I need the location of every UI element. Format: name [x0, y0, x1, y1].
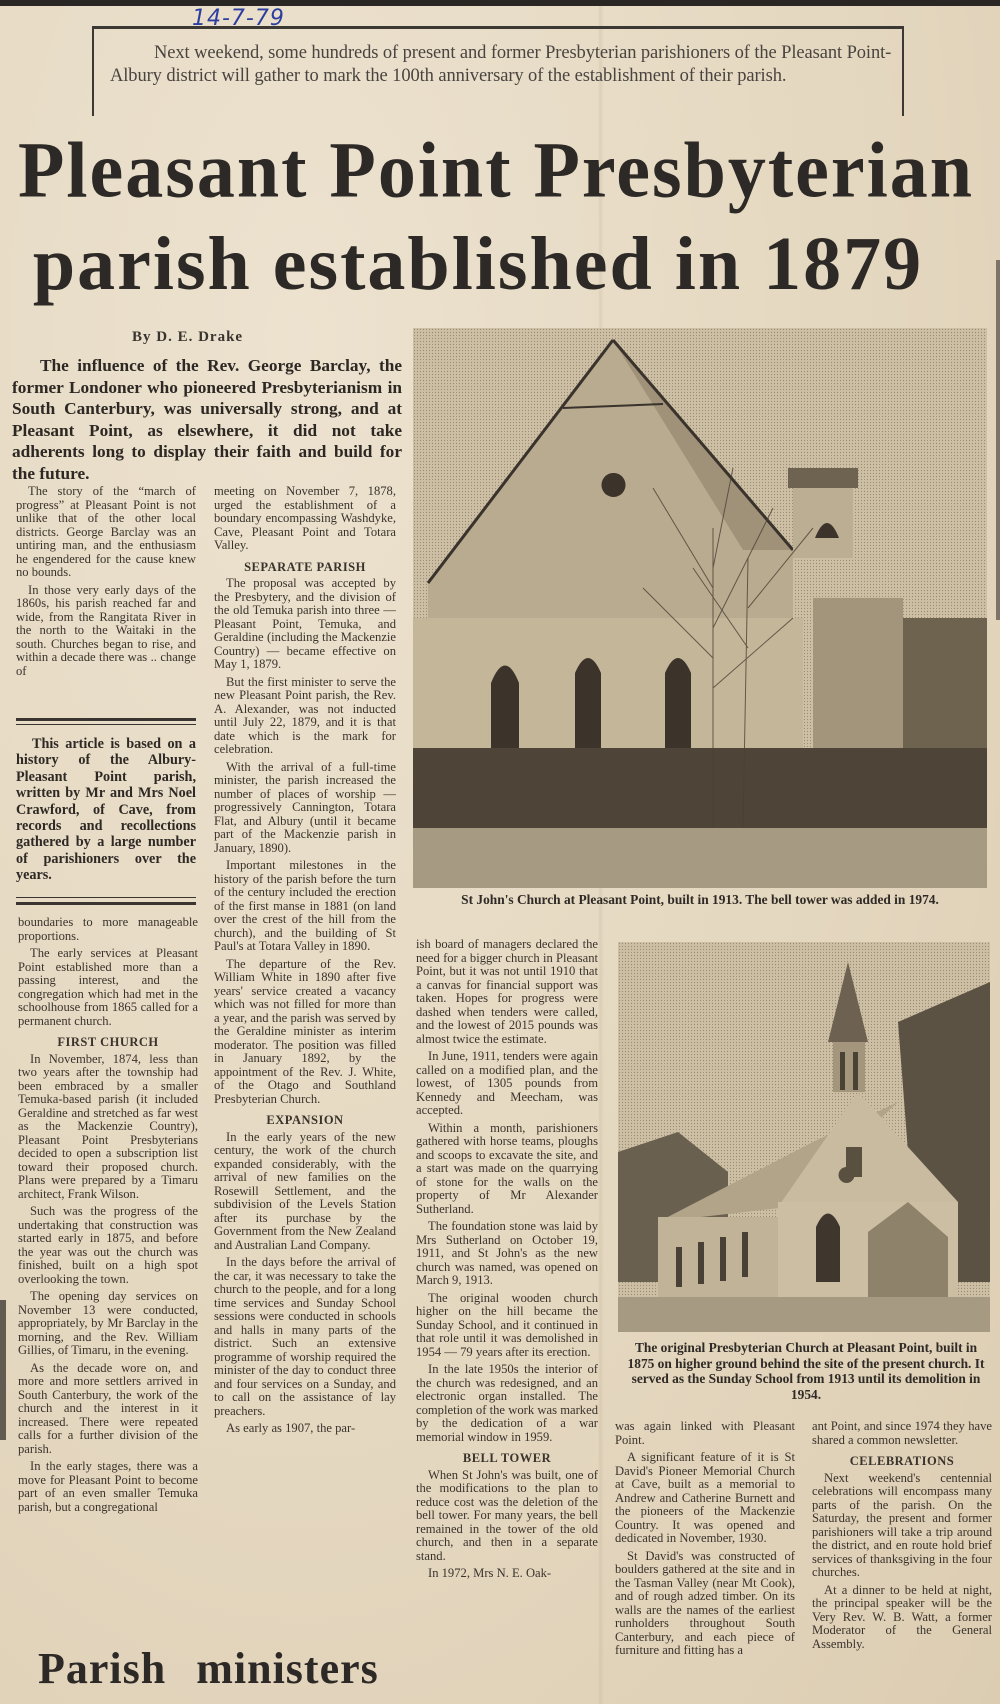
paragraph: As early as 1907, the par- — [226, 1421, 356, 1435]
headline-line-1: Pleasant Point Presbyterian — [17, 125, 975, 215]
caption-st-johns: St John's Church at Pleasant Point, built in 1913. The bell tower was added in 1974. — [461, 892, 939, 907]
paragraph: As the decade wore on, and more and more settlers arrived in South Canterbury, the work of the church and the interest in it increased. There were repeated calls for a further division of the parish. — [18, 1360, 198, 1456]
subhead-expansion: EXPANSION — [266, 1113, 344, 1127]
paragraph: In the early stages, there was a move for Pleasant Point to become part of an even smaller Temuka parish, but a congregational — [18, 1459, 198, 1514]
paragraph: The departure of the Rev. William White in 1890 after five years' service created a vacancy which was not filled for more than a year, and the parish was served by the Geraldine minister as interim moderator. The position was filled in January 1892, by the appointment of the Rev. J. White, of the Otago and Southland Presbyterian Church. — [214, 956, 396, 1106]
paragraph: was again linked with Pleasant Point. — [615, 1419, 795, 1447]
paragraph: In those very early days of the 1860s, his parish reached far and wide, from the Rangitata River in the north to the Waitaki in the south. Churches began to rise, and within a decade there was .. change of — [16, 582, 196, 678]
paragraph: But the first minister to serve the new Pleasant Point parish, the Rev. A. Alexander, was not inducted until July 22, 1879, and it is that date which is the mark for celebration. — [214, 674, 396, 756]
subhead-celebrations: CELEBRATIONS — [849, 1454, 955, 1468]
paragraph: The story of the “march of progress” at Pleasant Point is not unlike that of the other local districts. George Barclay was an untiring man, and the enthusiasm he engendered for the cause knew no bounds. — [16, 484, 196, 579]
source-note-box — [16, 736, 196, 884]
paragraph: At a dinner to be held at night, the principal speaker will be the Very Rev. W. B. Watt, a former Moderator of the General Assembly. — [812, 1582, 992, 1651]
scan-right-edge — [996, 260, 1000, 620]
intro-paragraph: Next weekend, some hundreds of present and former Presbyterian parishioners of the Pleasant Point-Albury district will gather to mark the 100th anniversary of the establishment of their parish. — [110, 43, 892, 86]
divider — [16, 902, 196, 905]
divider — [16, 724, 196, 725]
paragraph: Next weekend's centennial celebrations will encompass many parts of the parish. On the Saturday, the present and former parishioners will take a trip around the district, and en route hold brief services of thanksgiving in the four churches. — [812, 1470, 992, 1579]
divider — [16, 718, 196, 721]
subhead-parish-ministers: Parish ministers — [38, 1644, 379, 1693]
lede-paragraph: The influence of the Rev. George Barclay, the former Londoner who pioneered Presbyterianism in South Canterbury, was universally strong, and at Pleasant Point, as elsewhere, it did not take adherents long to display their faith and build for the future. — [12, 356, 402, 483]
column-5 — [812, 1420, 992, 1655]
paragraph: The foundation stone was laid by Mrs Sutherland on October 19, 1911, and St John's as the new church was named, was opened on March 9, 1913. — [416, 1219, 598, 1287]
handwritten-date: 14-7-79 — [192, 6, 285, 31]
paragraph: In the days before the arrival of the car, it was necessary to take the church to the people, and for a long time services and Sunday School sessions were conducted in schools and halls in many parts of the district. Such an extensive programme of worship required the minister of the day to conduct three and four services on a Sunday, and to call on the assistance of lay preachers. — [214, 1255, 396, 1418]
paragraph: ant Point, and since 1974 they have shared a common newsletter. — [812, 1419, 992, 1447]
subhead-bell-tower: BELL TOWER — [462, 1451, 552, 1465]
paragraph: In 1972, Mrs N. E. Oak- — [428, 1566, 552, 1580]
paragraph: ish board of managers declared the need for a bigger church in Pleasant Point, but it was not until 1910 that a canvas for financial support was taken. Hopes for progress were dashed when tenders were called, and the lowest of 2015 pounds was almost twice the estimate. — [416, 937, 598, 1046]
paragraph: St David's was constructed of boulders gathered at the site and in the Tasman Valley (near Mt Cook), and of rough adzed timber. On its walls are the names of the earliest runholders throughout South Canterbury, and each piece of furniture and fitting has a — [615, 1548, 795, 1657]
scan-top-edge — [0, 0, 1000, 6]
subhead-first-church: FIRST CHURCH — [57, 1035, 159, 1049]
church-photo-illustration — [413, 328, 987, 888]
wooden-church-illustration — [618, 942, 990, 1332]
byline: By D. E. Drake — [132, 329, 244, 345]
scan-left-edge — [0, 1300, 6, 1440]
photo-original-church — [618, 942, 990, 1332]
paragraph: meeting on November 7, 1878, urged the establishment of a boundary encompassing Washdyke, Cave, Pleasant Point and Totara Valley. — [214, 484, 396, 552]
paragraph: In November, 1874, less than two years after the township had been embraced by a smaller Temuka-based parish (it included Geraldine and stretched as far west as the Mackenzie Country), Pleasant Point Presbyterians decided to open a subscription list toward their proposed church. Plans were prepared by a Timaru architect, Frank Wilson. — [18, 1051, 198, 1201]
paragraph: The proposal was accepted by the Presbytery, and the division of the old Temuka parish into three — Pleasant Point, Temuka, and Geraldine (including the Mackenzie Country) — became effective on May 1, 1879. — [214, 576, 396, 671]
paragraph: The original wooden church higher on the hill became the Sunday School, and it continued in that role until it was demolished in 1954 — 79 years after its erection. — [416, 1290, 598, 1359]
headline-line-2: parish established in 1879 — [32, 222, 924, 306]
column-3 — [416, 938, 598, 1585]
photo-st-johns-church — [413, 328, 987, 888]
paragraph: Important milestones in the history of the parish before the turn of the century included the erection of the first manse in 1881 (on land over the crest of the hill from the church), and the building of St Paul's at Totara Valley in 1890. — [214, 858, 396, 953]
column-1-bottom — [18, 916, 198, 1518]
column-4 — [615, 1420, 795, 1662]
divider — [16, 897, 196, 898]
paragraph: A significant feature of it is St David's Pioneer Memorial Church at Cave, built as a memorial to Andrew and Catherine Burnett and the pioneers of the Mackenzie Country. It was opened and dedicated in November, 1930. — [615, 1450, 795, 1545]
paragraph: In the early years of the new century, the work of the church expanded considerably, with the arrival of new families on the Rosewill Settlement, and the subdivision of the Levels Station after its purchase by the Government from the New Zealand and Australian Land Company. — [214, 1129, 396, 1252]
paragraph: In June, 1911, tenders were again called on a modified plan, and the lowest, of 1305 pounds from Kennedy and Meecham, was accepted. — [416, 1049, 598, 1117]
paragraph: Within a month, parishioners gathered with horse teams, ploughs and scoops to excavate the site, and a start was made on the quarrying of stone for the walls on the property of Mr Alexander Sutherland. — [416, 1120, 598, 1216]
source-note-text: This article is based on a history of the Albury-Pleasant Point parish, written by Mr and Mrs Noel Crawford, of Cave, from records and recollections gathered by a large number of parishioners over the years. — [16, 736, 196, 884]
paragraph: boundaries to more manageable proportions. — [18, 915, 198, 943]
paragraph: The early services at Pleasant Point established more than a passing interest, and the congregation which had met in the schoolhouse from 1865 called for a permanent church. — [18, 946, 198, 1028]
caption-original-church: The original Presbyterian Church at Pleasant Point, built in 1875 on higher ground behind the site of the present church. It served as the Sunday School from 1913 until its demolition in 1954. — [627, 1340, 985, 1402]
subhead-separate-parish: SEPARATE PARISH — [244, 559, 366, 574]
paragraph: With the arrival of a full-time minister, the parish increased the number of places of worship — progressively Cannington, Totara Flat, and Albury (until it became part of the Mackenzie parish in January, 1890). — [214, 759, 396, 855]
paragraph: Such was the progress of the undertaking that construction was started early in 1875, and before the year was out the church was finished, built on a high spot overlooking the town. — [18, 1204, 198, 1286]
column-1-top — [16, 485, 196, 682]
column-2 — [214, 485, 396, 1440]
paragraph: The opening day services on November 13 were conducted, appropriately, by Mr Barclay in the morning, and the Rev. William Gillies, of Timaru, in the evening. — [18, 1289, 198, 1357]
paragraph: In the late 1950s the interior of the church was redesigned, and an electronic organ installed. The completion of the work was marked by the dedication of a war memorial window in 1959. — [416, 1362, 598, 1444]
paragraph: When St John's was built, one of the modifications to the plan to reduce cost was the deletion of the bell tower. For many years, the bell remained in the tower of the old church, and then in a separate stand. — [416, 1467, 598, 1563]
